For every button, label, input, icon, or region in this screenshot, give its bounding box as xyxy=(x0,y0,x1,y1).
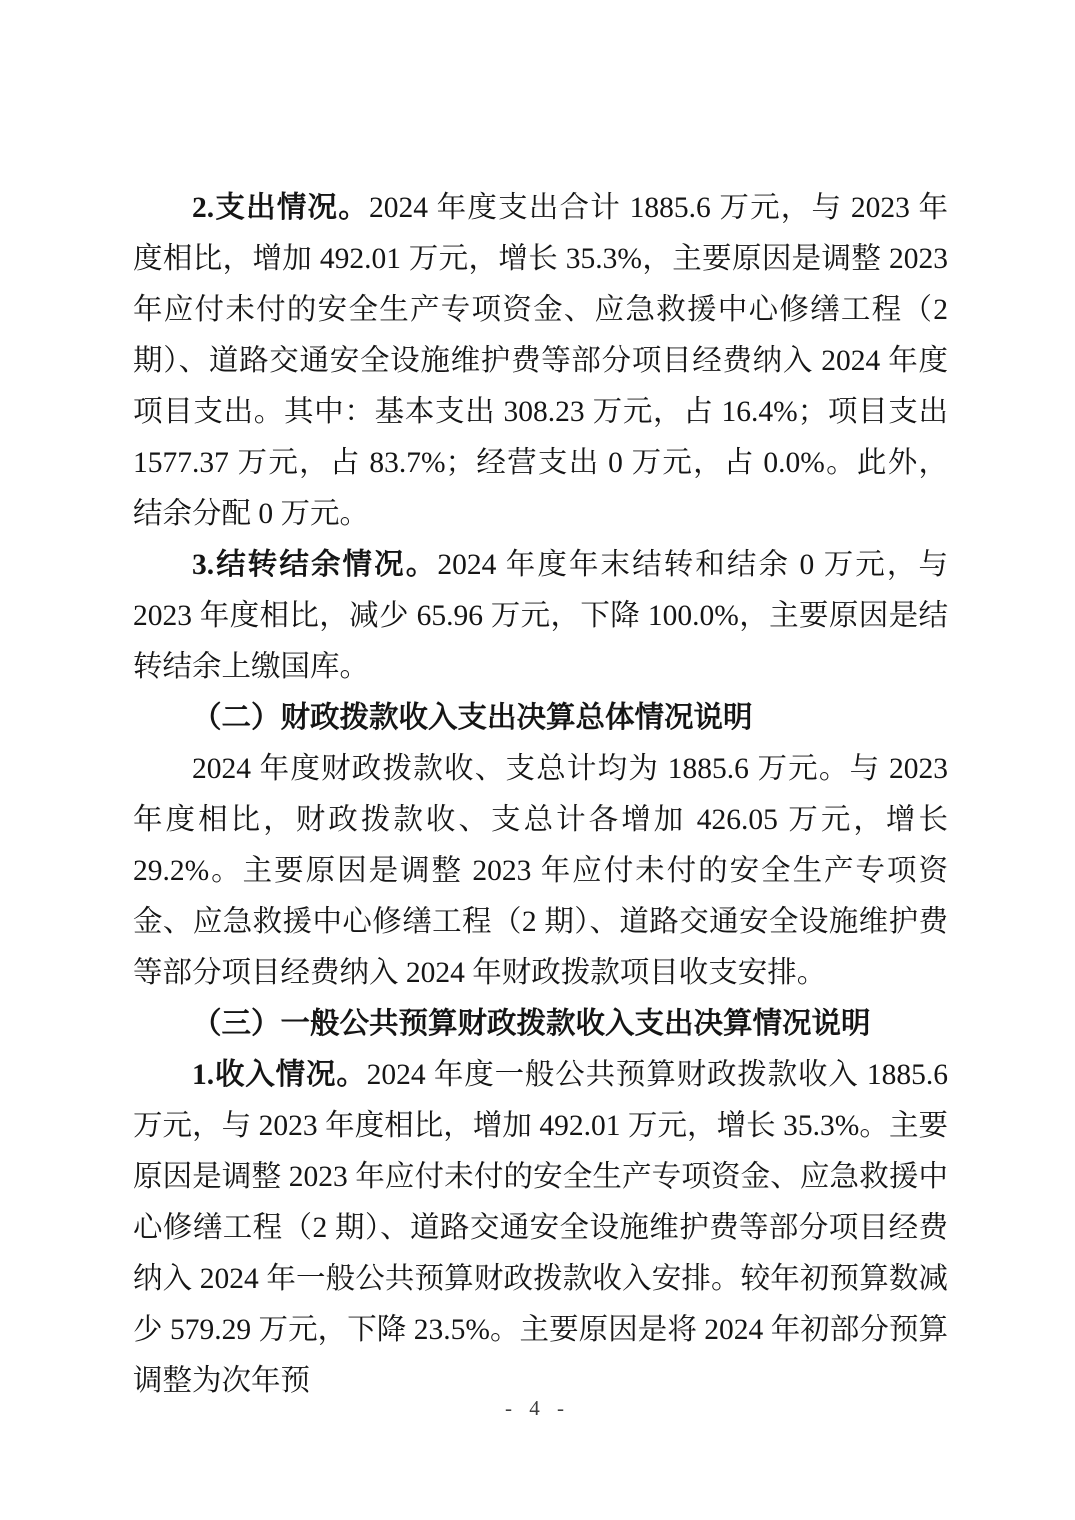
paragraph-lead: 2.支出情况。 xyxy=(192,192,370,224)
paragraph-lead: 1.收入情况。 xyxy=(192,1059,367,1091)
paragraph-text: 2024 年度支出合计 1885.6 万元，与 2023 年度相比，增加 492.01 万元，增长 35.3%，主要原因是调整 2023 年应付未付的安全生产专项资金、应急救援中心修缮工程（2 期）、道路交通安全设施维护费等部分项目经费纳入 2024 年度项目支出。其中：基本支出 308.23 万元，占 16.4%；项目支出 1577.37 万元，占 83.7%；经营支出 0 万元，占 0.0%。此外，结余分配 0 万元。 xyxy=(133,192,948,530)
section-heading-fiscal-appropriation: （二）财政拨款收入支出决算总体情况说明 xyxy=(192,702,753,734)
section-heading-general-public-budget: （三）一般公共预算财政拨款收入支出决算情况说明 xyxy=(192,1008,871,1040)
page-number: - 4 - xyxy=(505,1396,570,1420)
paragraph-fiscal-appropriation-overview xyxy=(133,744,948,999)
paragraph-text: 2024 年度财政拨款收、支总计均为 1885.6 万元。与 2023 年度相比，财政拨款收、支总计各增加 426.05 万元，增长 29.2%。主要原因是调整 2023 年应付未付的安全生产专项资金、应急救援中心修缮工程（2 期）、道路交通安全设施维护费等部分项目经费纳入 2024 年财政拨款项目收支安排。 xyxy=(133,753,948,989)
paragraph-text: 2024 年度年末结转和结余 0 万元，与 2023 年度相比，减少 65.96 万元，下降 100.0%，主要原因是结转结余上缴国库。 xyxy=(133,549,948,683)
paragraph-text: 2024 年度一般公共预算财政拨款收入 1885.6 万元，与 2023 年度相比，增加 492.01 万元，增长 35.3%。主要原因是调整 2023 年应付未付的安全生产专项资金、应急救援中心修缮工程（2 期）、道路交通安全设施维护费等部分项目经费纳入 2024 年一般公共预算财政拨款收入安排。较年初预算数减少 579.29 万元，下降 23.5%。主要原因是将 2024 年初部分预算调整为次年预 xyxy=(133,1059,948,1397)
paragraph-carryover xyxy=(133,540,948,693)
paragraph-lead: 3.结转结余情况。 xyxy=(192,549,438,581)
paragraph-income xyxy=(133,1050,948,1407)
paragraph-expenditure xyxy=(133,183,948,540)
document-body xyxy=(133,183,948,1407)
